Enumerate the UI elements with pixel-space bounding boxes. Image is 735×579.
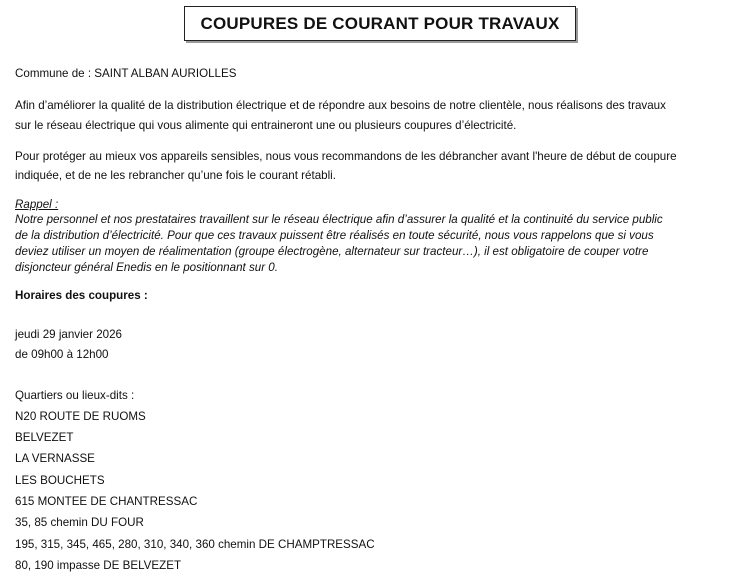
title-box [184,6,576,41]
intro-line-2: sur le réseau électrique qui vous alimente qui entraineront une ou plusieurs coupures d’électricité. [15,119,517,132]
location-item: LES BOUCHETS [15,474,105,487]
rappel-label: Rappel : [15,198,59,211]
location-item: 615 MONTEE DE CHANTRESSAC [15,495,198,508]
rappel-line-3: deviez utiliser un moyen de réalimentation (groupe électrogène, alternateur sur tracteur…), il est obligatoire de couper votre [15,245,649,258]
rappel-line-1: Notre personnel et nos prestataires travaillent sur le réseau électrique afin d’assurer la qualité et la continuité du service public [15,213,663,226]
intro-line-1: Afin d’améliorer la qualité de la distribution électrique et de répondre aux besoins de notre clientèle, nous réalisons des travaux [15,99,666,112]
schedule-heading: Horaires des coupures : [15,289,148,302]
rappel-line-2: de la distribution d’électricité. Pour que ces travaux puissent être réalisés en toute sécurité, nous vous rappelons que si vous [15,229,654,242]
advice-line-1: Pour protéger au mieux vos appareils sensibles, nous vous recommandons de les débrancher avant l'heure de début de coupure [15,150,677,163]
schedule-date: jeudi 29 janvier 2026 [15,328,122,341]
page-title: COUPURES DE COURANT POUR TRAVAUX [200,13,560,33]
location-item: 35, 85 chemin DU FOUR [15,516,144,529]
advice-line-2: indiquée, et de ne les rebrancher qu’une fois le courant rétabli. [15,169,336,182]
locations-heading: Quartiers ou lieux-dits : [15,389,135,402]
location-item: 80, 190 impasse DE BELVEZET [15,559,182,572]
rappel-line-4: disjoncteur général Enedis en le positionnant sur 0. [15,261,278,274]
location-item: 195, 315, 345, 465, 280, 310, 340, 360 chemin DE CHAMPTRESSAC [15,538,375,551]
location-item: N20 ROUTE DE RUOMS [15,410,146,423]
schedule-time: de 09h00 à 12h00 [15,348,109,361]
commune-line: Commune de : SAINT ALBAN AURIOLLES [15,67,237,80]
location-item: BELVEZET [15,431,74,444]
location-item: LA VERNASSE [15,452,95,465]
